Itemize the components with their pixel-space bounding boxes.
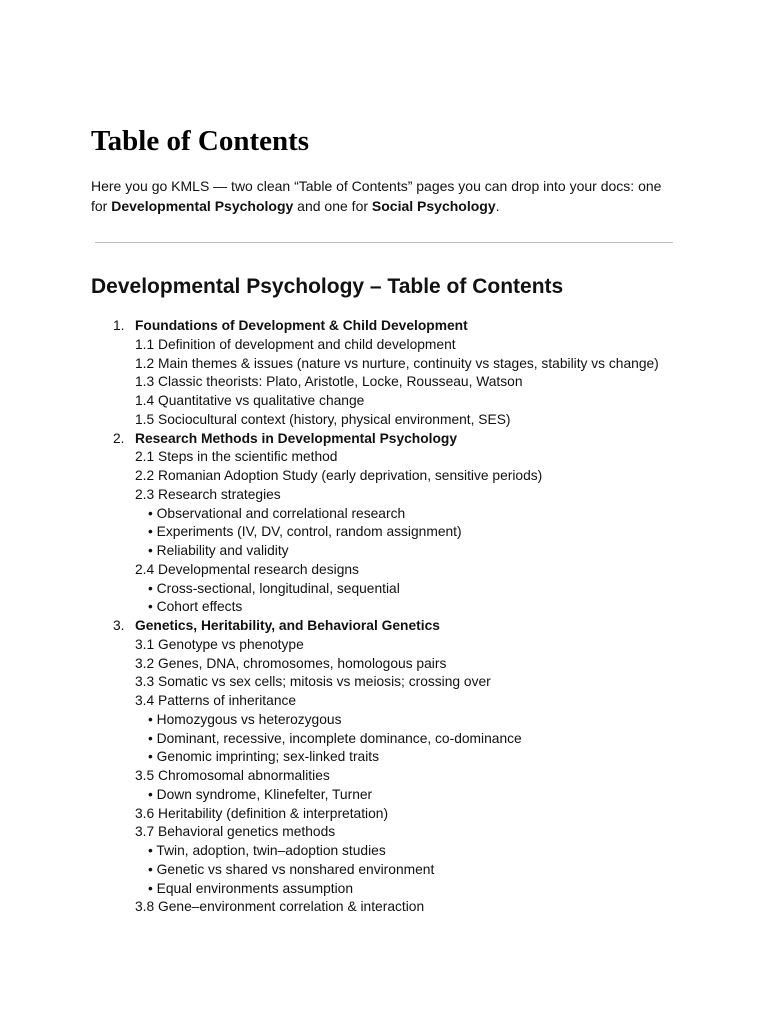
- intro-text-3: .: [495, 198, 500, 214]
- toc-bullet-item: • Observational and correlational research: [148, 505, 406, 521]
- toc-item: 1.4 Quantitative vs qualitative change: [135, 393, 365, 408]
- toc-item: 2.1 Steps in the scientific method: [135, 449, 338, 465]
- toc-chapter-3: [91, 617, 691, 636]
- toc-bullet-item: • Equal environments assumption: [148, 880, 353, 896]
- toc-bullet-item: • Genetic vs shared vs nonshared environment: [148, 861, 435, 877]
- section-heading: Developmental Psychology – Table of Contents: [91, 275, 564, 298]
- toc-item: 3.6 Heritability (definition & interpretation): [135, 805, 389, 821]
- toc-item: 2.3 Research strategies: [135, 486, 281, 502]
- toc-bullet-item: • Homozygous vs heterozygous: [148, 711, 342, 727]
- toc-chapter-number: 1.: [113, 318, 125, 333]
- toc-chapter-title: Foundations of Development & Child Development: [135, 318, 468, 333]
- toc-item: 3.3 Somatic vs sex cells; mitosis vs meiosis; crossing over: [135, 674, 491, 690]
- toc-bullet-item: • Reliability and validity: [148, 543, 289, 558]
- toc-item: 3.4 Patterns of inheritance: [135, 693, 297, 708]
- toc-item: 3.5 Chromosomal abnormalities: [135, 768, 330, 783]
- section-divider: [95, 242, 673, 243]
- toc-item: 3.8 Gene–environment correlation & interaction: [135, 899, 425, 915]
- toc-bullet-item: • Twin, adoption, twin–adoption studies: [148, 843, 386, 858]
- toc-chapter-2: [91, 430, 691, 449]
- toc-bullet-item: • Cohort effects: [148, 599, 243, 615]
- toc-item: 1.5 Sociocultural context (history, physical environment, SES): [135, 411, 511, 427]
- toc-list: [91, 317, 691, 917]
- toc-item: 3.7 Behavioral genetics methods: [135, 824, 336, 840]
- toc-bullet-item: • Cross-sectional, longitudinal, sequential: [148, 580, 400, 596]
- toc-item: 1.1 Definition of development and child development: [135, 336, 456, 352]
- toc-chapter-title: Research Methods in Developmental Psychology: [135, 430, 458, 446]
- intro-paragraph: [91, 176, 681, 216]
- toc-item: 1.2 Main themes & issues (nature vs nurture, continuity vs stages, stability vs change): [135, 355, 659, 371]
- toc-bullet-item: • Genomic imprinting; sex-linked traits: [148, 749, 380, 765]
- intro-bold-developmental: Developmental Psychology: [111, 198, 294, 214]
- intro-text-1: Here you go KMLS — two clean “Table of Contents” pages you can drop into your docs: one for: [91, 178, 662, 214]
- intro-text-2: and one for: [293, 198, 372, 214]
- toc-item: 2.2 Romanian Adoption Study (early deprivation, sensitive periods): [135, 468, 543, 483]
- toc-bullet-item: • Experiments (IV, DV, control, random assignment): [148, 524, 462, 540]
- toc-item: 1.3 Classic theorists: Plato, Aristotle, Locke, Rousseau, Watson: [135, 374, 523, 390]
- toc-item: 2.4 Developmental research designs: [135, 561, 359, 577]
- toc-bullet-item: • Dominant, recessive, incomplete dominance, co-dominance: [148, 730, 522, 746]
- toc-chapter-1: [91, 317, 691, 336]
- intro-bold-social: Social Psychology: [371, 198, 496, 214]
- document-title: Table of Contents: [91, 125, 310, 157]
- toc-chapter-title: Genetics, Heritability, and Behavioral Genetics: [135, 618, 440, 633]
- toc-chapter-number: 3.: [113, 618, 125, 633]
- toc-item: 3.1 Genotype vs phenotype: [135, 636, 304, 652]
- toc-chapter-number: 2.: [113, 430, 125, 446]
- toc-item: 3.2 Genes, DNA, chromosomes, homologous pairs: [135, 655, 447, 671]
- toc-bullet-item: • Down syndrome, Klinefelter, Turner: [148, 786, 373, 802]
